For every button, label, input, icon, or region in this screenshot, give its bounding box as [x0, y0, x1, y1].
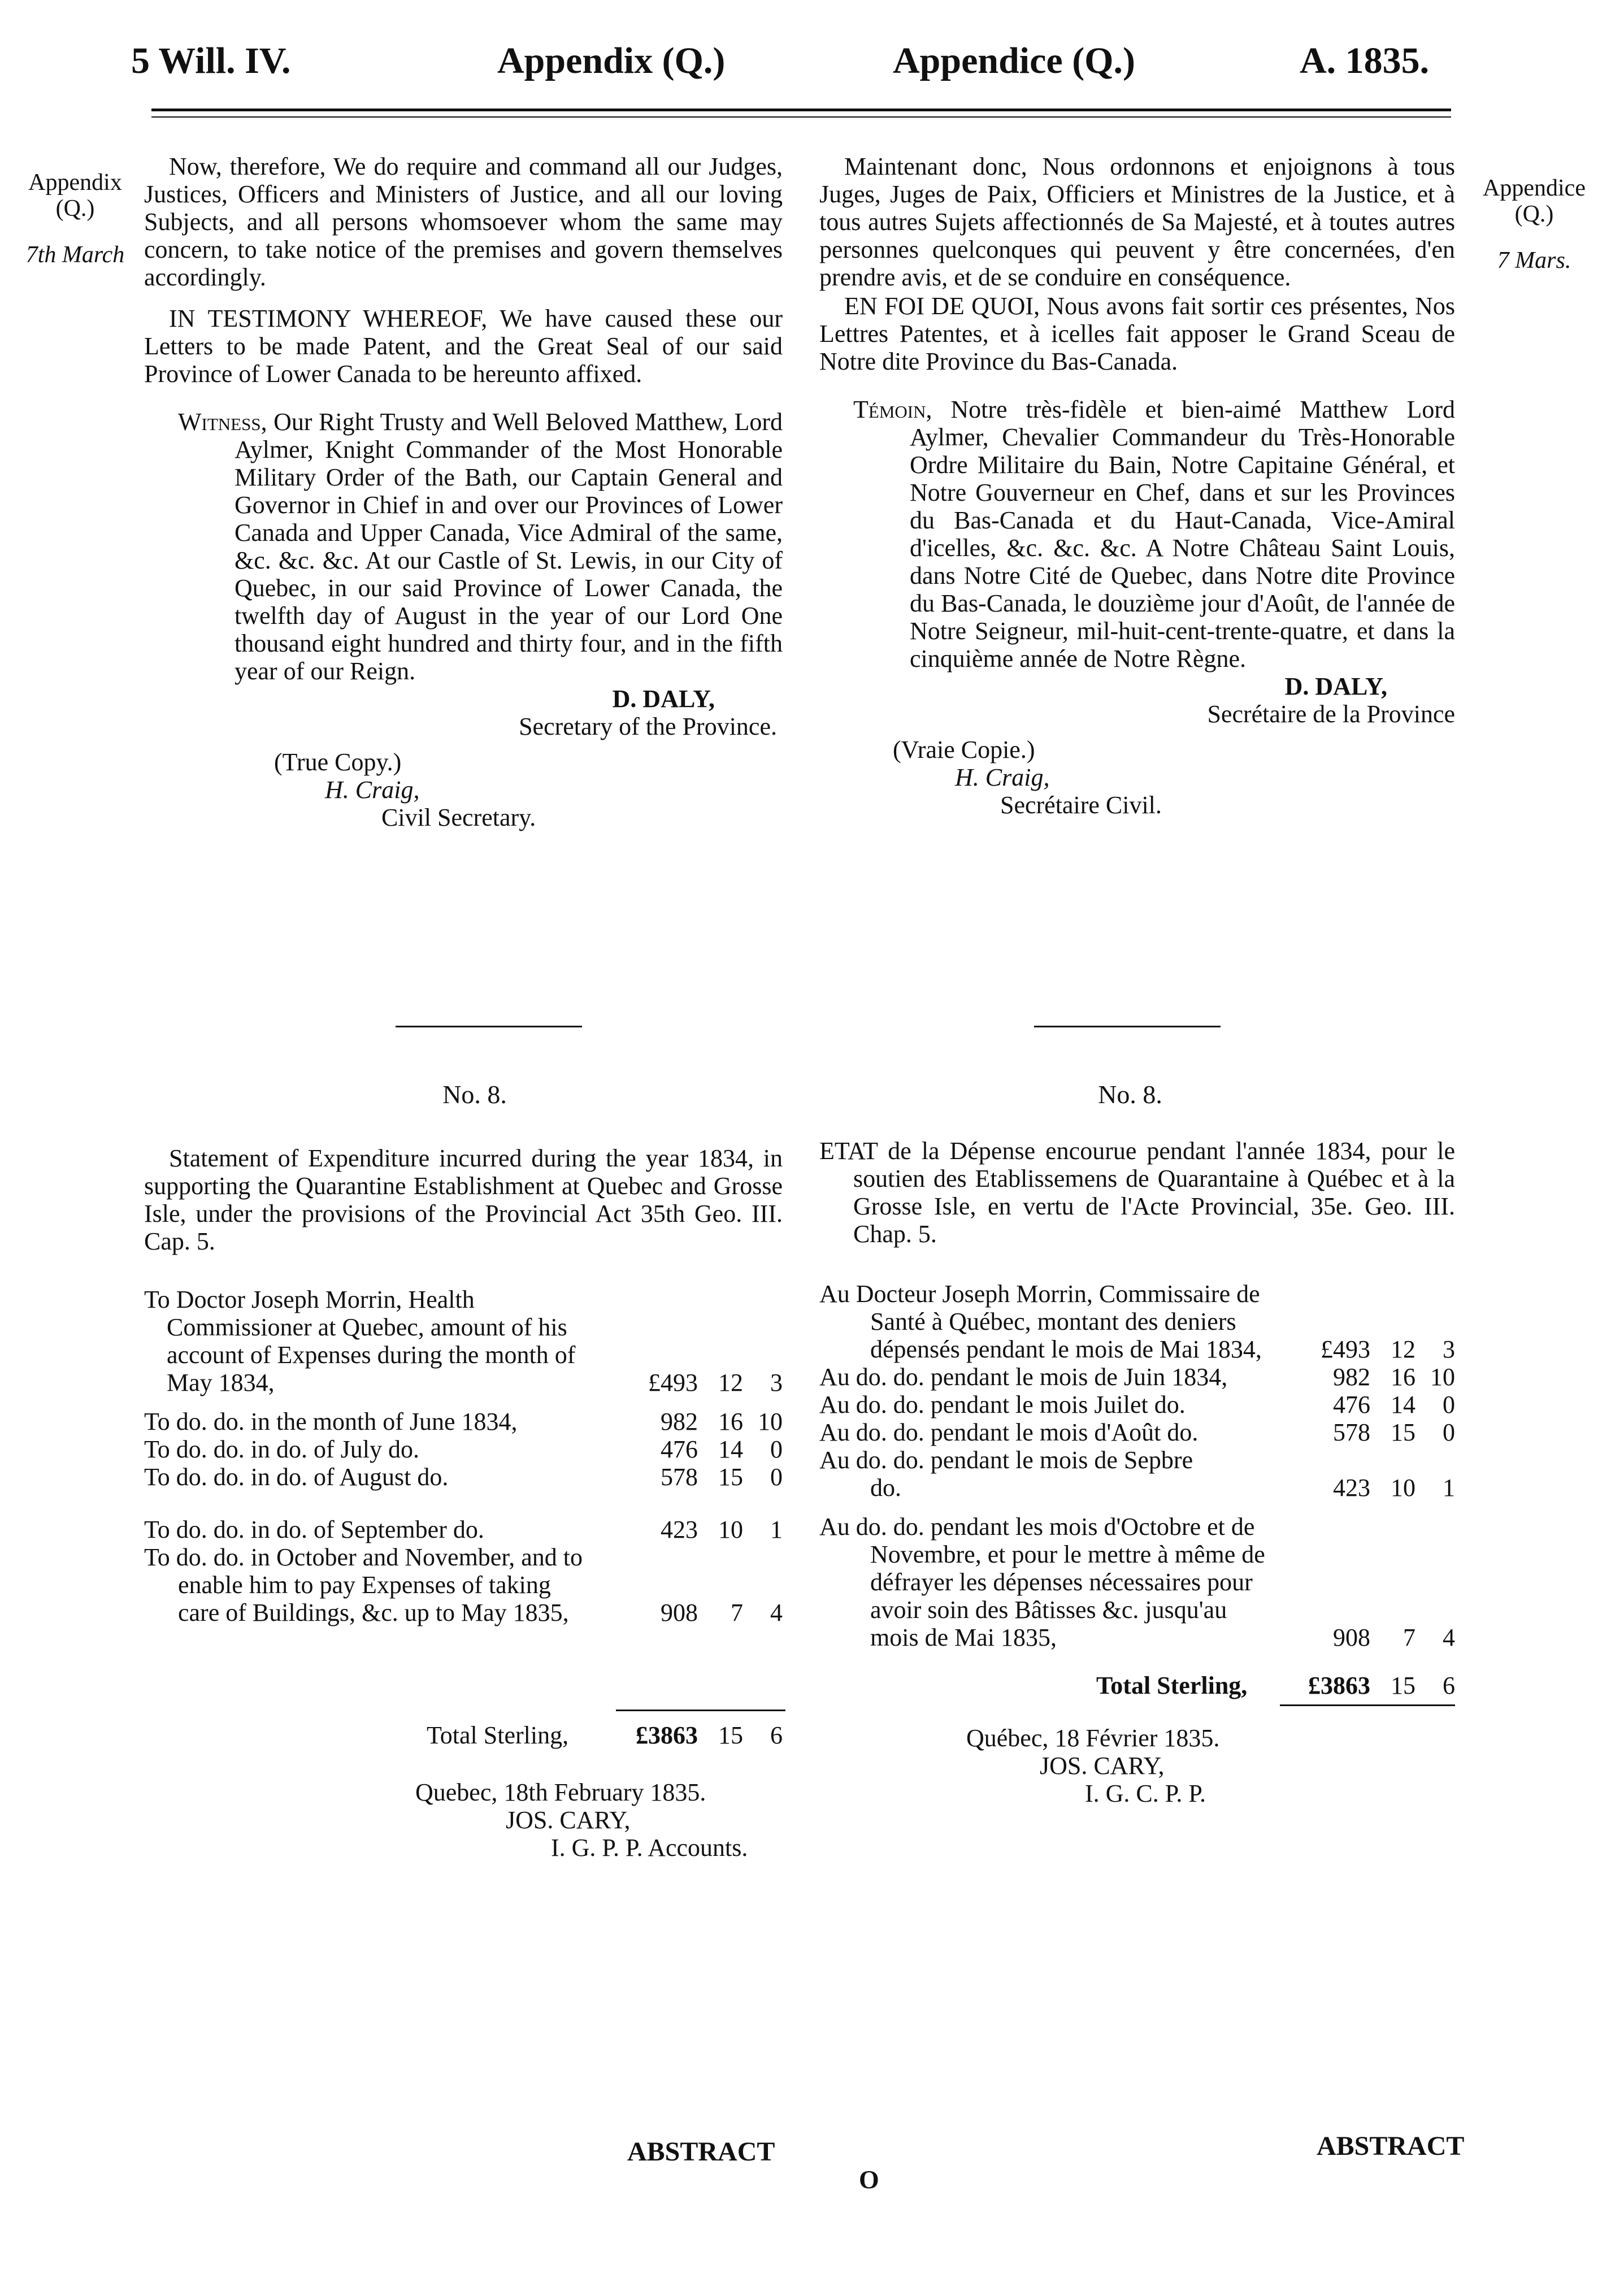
header-volume: 5 Will. IV.: [131, 40, 291, 81]
header-rule: [151, 109, 1451, 111]
fr-cary-title: I. G. C. P. P.: [1085, 1780, 1206, 1807]
en-row-shillings: 7: [731, 1599, 743, 1626]
fr-section-rule: [1034, 1026, 1221, 1027]
fr-copy-title: Secrétaire Civil.: [1000, 791, 1162, 819]
fr-true-copy: (Vraie Copie.): [893, 736, 1035, 763]
fr-testimony-lead: EN FOI DE QUOI,: [844, 292, 1040, 320]
margin-date-fr: 7 Mars.: [1497, 248, 1571, 274]
header-year: A. 1835.: [1300, 40, 1430, 81]
en-total-pounds: £3863: [636, 1721, 698, 1749]
en-account-row: [144, 1408, 783, 1435]
en-row-desc: To do. do. in do. of August do.: [144, 1463, 449, 1491]
en-row-shillings: 12: [718, 1369, 743, 1396]
fr-row-pence: 10: [1430, 1363, 1455, 1391]
fr-document-number: No. 8.: [1098, 1080, 1162, 1109]
fr-row-pounds: £493: [1321, 1335, 1370, 1363]
en-total-rule: [616, 1710, 785, 1711]
en-document-number: No. 8.: [442, 1080, 507, 1109]
en-row-desc: To Doctor Joseph Morrin, Health Commissioner at Quebec, amount of his account of Expenses during the month of May 1834,: [144, 1286, 576, 1396]
en-copy-name: H. Craig,: [325, 776, 420, 804]
fr-proclamation-paragraph: Maintenant donc, Nous ordonnons et enjoignons à tous Juges, Juges de Paix, Officiers et Ministres de la Justice, et à tous autres Sujets affectionnés de Sa Majesté, et à toutes autres personnes quelconques qui peuvent y être concernées, d'en prendre avis, et de se conduire en conséquence.: [819, 153, 1455, 291]
fr-row-desc: Au do. do. pendant le mois d'Août do.: [819, 1418, 1199, 1446]
en-row-desc: To do. do. in October and November, and to enable him to pay Expenses of taking care of Buildings, &c. up to May 1835,: [144, 1543, 583, 1626]
page-signature: O: [859, 2165, 879, 2194]
en-row-shillings: 16: [718, 1408, 743, 1435]
fr-row-pounds: 578: [1333, 1418, 1370, 1446]
fr-row-desc: Au do. do. pendant le mois Juilet do.: [819, 1391, 1186, 1418]
fr-witness-text: Notre très-fidèle et bien-aimé Matthew Lord Aylmer, Chevalier Commandeur du Très-Honorable Ordre Militaire du Bain, Notre Capitaine Général, et Notre Gouverneur en Chef, dans et sur les Provinces du Bas-Canada et du Haut-Canada, Vice-Amiral d'icelles, &c. &c. &c. A Notre Château Saint Louis, dans Notre Cité de Quebec, dans Notre dite Province du Bas-Canada, le douzième jour d'Août, de l'année de Notre Seigneur, mil-huit-cent-trente-quatre, et dans la cinquième année de Notre Règne.: [910, 396, 1455, 673]
en-account-row: [144, 1463, 783, 1491]
fr-row-amount: [1274, 1624, 1455, 1651]
en-row-pounds: 423: [661, 1516, 698, 1543]
en-witness-paragraph: [144, 408, 783, 685]
fr-witness-lead: Témoin,: [853, 396, 932, 423]
en-date: Quebec, 18th February 1835.: [415, 1778, 706, 1806]
fr-date: Québec, 18 Février 1835.: [966, 1724, 1220, 1752]
fr-row-pounds: 423: [1333, 1474, 1370, 1502]
en-total-row: [415, 1711, 783, 1749]
en-row-pence: 0: [770, 1435, 783, 1463]
en-row-amount: [602, 1435, 783, 1463]
en-true-copy: (True Copy.): [274, 748, 402, 776]
en-proclamation-paragraph: Now, therefore, We do require and command all our Judges, Justices, Officers and Ministers of Justice, and all our loving Subjects, and all persons whomsoever whom the same may concern, to take notice of the premises and govern themselves accordingly.: [144, 153, 783, 291]
en-row-desc: To do. do. in do. of July do.: [144, 1435, 420, 1463]
en-account-row: [144, 1543, 783, 1626]
en-row-pounds: 476: [661, 1435, 698, 1463]
en-total-shillings: 15: [718, 1721, 743, 1749]
fr-row-pounds: 982: [1333, 1363, 1370, 1391]
fr-row-amount: [1274, 1391, 1455, 1418]
en-total-amount: [602, 1721, 783, 1749]
margin-note-right: [1464, 175, 1605, 274]
fr-row-pence: 0: [1443, 1418, 1455, 1446]
en-testimony-paragraph: [144, 305, 783, 388]
en-copy-title: Civil Secretary.: [381, 804, 536, 831]
fr-row-shillings: 16: [1391, 1363, 1415, 1391]
en-cary-name: JOS. CARY,: [506, 1806, 631, 1834]
margin-q: (Q.): [55, 196, 95, 222]
en-signer-title: Secretary of the Province.: [519, 713, 777, 740]
margin-note-left: [10, 170, 140, 268]
margin-appendix: Appendix: [28, 170, 122, 196]
fr-row-desc: Au do. do. pendant le mois de Juin 1834,: [819, 1363, 1228, 1391]
en-row-pence: 10: [758, 1408, 783, 1435]
fr-row-pence: 3: [1443, 1335, 1455, 1363]
fr-statement-heading: ETAT de la Dépense encourue pendant l'année 1834, pour le soutien des Etablissemens de Quarantaine à Québec et à la Grosse Isle, en vertu de l'Acte Provincial, 35e. Geo. III. Chap. 5.: [819, 1137, 1455, 1248]
fr-row-amount: [1274, 1474, 1455, 1502]
fr-account-row: [819, 1363, 1455, 1391]
en-row-amount: [602, 1369, 783, 1396]
fr-total-label: Total Sterling,: [1096, 1672, 1248, 1699]
en-row-desc: To do. do. in the month of June 1834,: [144, 1408, 518, 1435]
en-witness-text: Our Right Trusty and Well Beloved Matthew, Lord Aylmer, Knight Commander of the Most Honorable Military Order of the Bath, our Captain General and Governor in Chief in and over our Provinces of Lower Canada and Upper Canada, Vice Admiral of the same, &c. &c. &c. At our Castle of St. Lewis, in our City of Quebec, in our said Province of Lower Canada, the twelfth day of August in the year of our Lord One thousand eight hundred and thirty four, and in the fifth year of our Reign.: [235, 408, 783, 685]
margin-appendice: Appendice: [1483, 175, 1586, 201]
header-appendix-en: Appendix (Q.): [497, 40, 726, 81]
en-row-pounds: 908: [661, 1599, 698, 1626]
header-rule-thin: [151, 116, 1451, 118]
margin-q-fr: (Q.): [1514, 201, 1554, 227]
en-testimony-text: We have caused these our Letters to be made Patent, and the Great Seal of our said Province of Lower Canada to be hereunto affixed.: [144, 305, 783, 388]
english-column: [144, 153, 783, 831]
en-row-pence: 4: [770, 1599, 783, 1626]
fr-row-amount: [1274, 1418, 1455, 1446]
fr-cary-name: JOS. CARY,: [1040, 1752, 1165, 1780]
fr-row-amount: [1274, 1335, 1455, 1363]
fr-account-row: [819, 1513, 1455, 1651]
fr-account-row: [819, 1418, 1455, 1446]
french-column: [819, 153, 1455, 819]
fr-total-pounds: £3863: [1308, 1672, 1370, 1699]
en-row-shillings: 10: [718, 1516, 743, 1543]
fr-account-row: [819, 1391, 1455, 1418]
en-row-amount: [602, 1463, 783, 1491]
fr-total-shillings: 15: [1391, 1672, 1415, 1699]
en-total-pence: 6: [770, 1721, 783, 1749]
en-row-shillings: 14: [718, 1435, 743, 1463]
fr-row-pence: 4: [1443, 1624, 1455, 1651]
en-row-amount: [602, 1408, 783, 1435]
fr-row-amount: [1274, 1363, 1455, 1391]
fr-copy-name: H. Craig,: [955, 763, 1050, 791]
en-row-pounds: 578: [661, 1463, 698, 1491]
en-row-shillings: 15: [718, 1463, 743, 1491]
en-witness-lead: Witness,: [178, 408, 267, 436]
fr-row-pounds: 908: [1333, 1624, 1370, 1651]
header-appendix-fr: Appendice (Q.): [893, 40, 1135, 81]
en-row-desc: To do. do. in do. of September do.: [144, 1516, 484, 1543]
en-row-pence: 1: [770, 1516, 783, 1543]
fr-row-pence: 0: [1443, 1391, 1455, 1418]
fr-account-row: [819, 1280, 1455, 1363]
fr-total-row: [1096, 1664, 1455, 1699]
fr-total-amount: [1274, 1672, 1455, 1699]
fr-row-pence: 1: [1443, 1474, 1455, 1502]
fr-account-table: [819, 1280, 1455, 1807]
en-row-pounds: 982: [661, 1408, 698, 1435]
fr-row-desc: Au do. do. pendant les mois d'Octobre et de Novembre, et pour le mettre à même de défrayer les dépenses nécessaires pour avoir soin des Bâtisses &c. jusqu'au mois de Mai 1835,: [819, 1513, 1265, 1651]
en-section-rule: [396, 1026, 582, 1027]
en-account-row: [144, 1435, 783, 1463]
en-testimony-lead: IN TESTIMONY WHEREOF,: [169, 305, 488, 332]
fr-witness-paragraph: [819, 396, 1455, 673]
fr-total-pence: 6: [1443, 1672, 1455, 1699]
fr-row-desc: Au Docteur Joseph Morrin, Commissaire de Santé à Québec, montant des deniers dépensés pendant le mois de Mai 1834,: [819, 1280, 1262, 1363]
fr-row-shillings: 15: [1391, 1418, 1415, 1446]
en-row-pounds: £493: [648, 1369, 698, 1396]
fr-row-shillings: 7: [1403, 1624, 1415, 1651]
fr-signer: D. DALY,: [1284, 673, 1387, 700]
en-total-label: Total Sterling,: [427, 1721, 569, 1749]
fr-row-shillings: 10: [1391, 1474, 1415, 1502]
fr-testimony-paragraph: [819, 292, 1455, 375]
fr-testimony-text: Nous avons fait sortir ces présentes, Nos Lettres Patentes, et à icelles fait apposer le Grand Sceau de Notre dite Province du Bas-Canada.: [819, 292, 1455, 375]
en-account-table: [144, 1286, 783, 1862]
fr-footer-abstract: ABSTRACT: [1317, 2131, 1465, 2161]
en-account-row: [144, 1516, 783, 1543]
fr-row-desc: Au do. do. pendant le mois de Sepbre do.: [819, 1446, 1193, 1502]
en-row-amount: [602, 1516, 783, 1543]
en-cary-title: I. G. P. P. Accounts.: [551, 1834, 748, 1862]
en-account-row: [144, 1286, 783, 1396]
fr-row-shillings: 12: [1391, 1335, 1415, 1363]
en-statement-heading: Statement of Expenditure incurred during the year 1834, in supporting the Quarantine Establishment at Quebec and Grosse Isle, under the provisions of the Provincial Act 35th Geo. III. Cap. 5.: [144, 1144, 783, 1255]
fr-account-row: [819, 1446, 1455, 1502]
en-footer-abstract: ABSTRACT: [627, 2137, 775, 2167]
fr-row-shillings: 14: [1391, 1391, 1415, 1418]
fr-row-pounds: 476: [1333, 1391, 1370, 1418]
en-row-amount: [602, 1599, 783, 1626]
margin-date: 7th March: [25, 242, 125, 268]
en-row-pence: 0: [770, 1463, 783, 1491]
en-row-pence: 3: [770, 1369, 783, 1396]
fr-total-rule: [1280, 1704, 1455, 1706]
en-signer: D. DALY,: [612, 685, 715, 713]
fr-signer-title: Secrétaire de la Province: [1207, 700, 1455, 728]
